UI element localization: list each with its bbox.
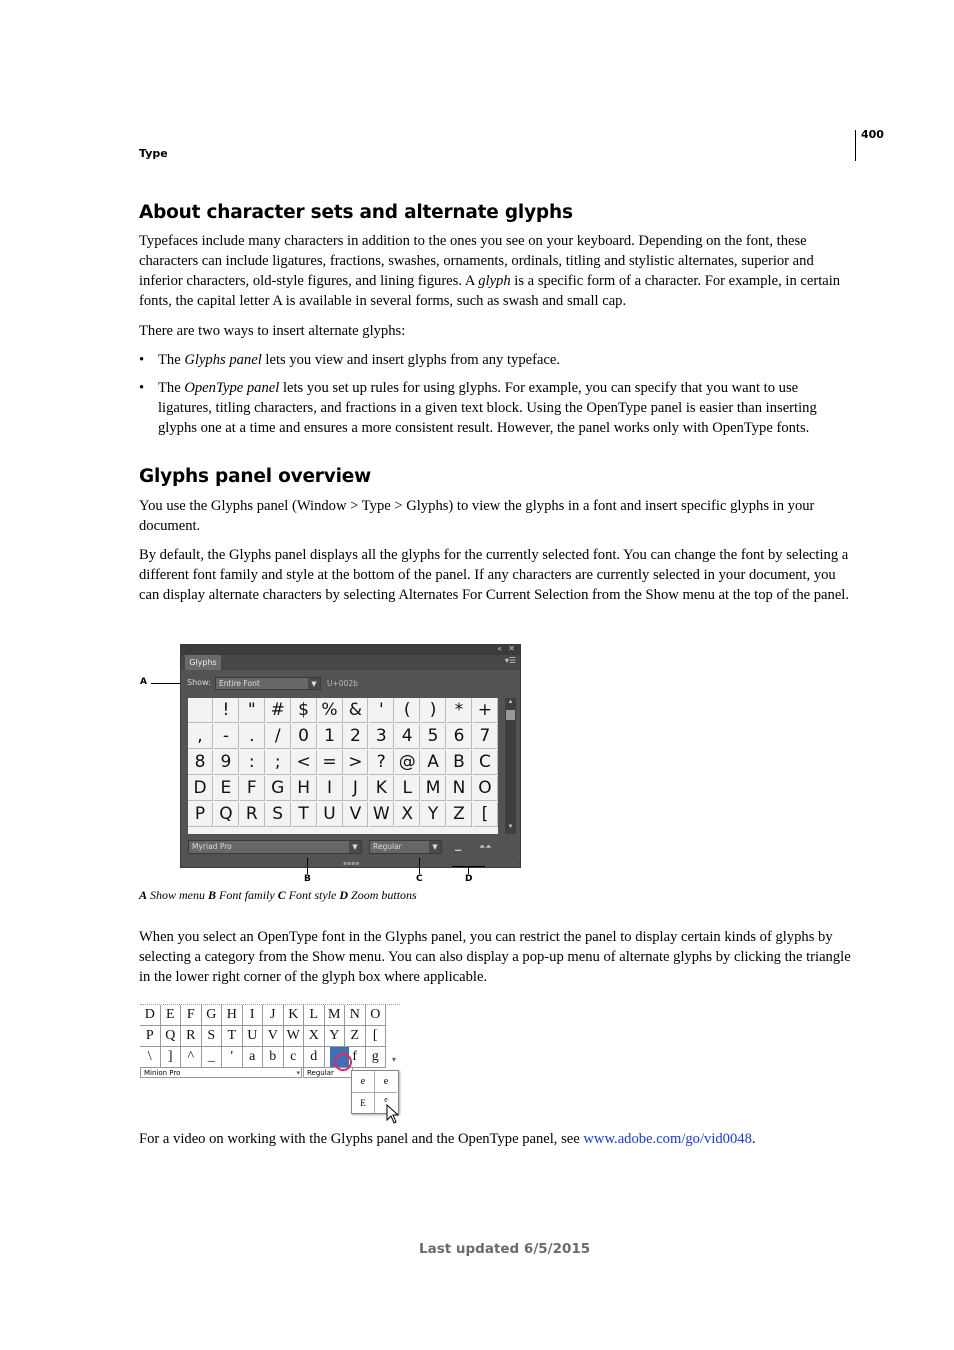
glyph-cell[interactable]: =	[318, 750, 343, 775]
glyph-cell[interactable]: T	[292, 802, 317, 827]
glyph-cell[interactable]: f	[345, 1047, 366, 1068]
heading-glyphs-panel-overview: Glyphs panel overview	[139, 466, 371, 487]
glyph-cell[interactable]: R	[181, 1026, 202, 1047]
font-style-select[interactable]: Regular	[303, 1067, 353, 1078]
resize-grip-icon[interactable]: ▪▪▪▪	[343, 860, 360, 867]
glyph-cell[interactable]: Y	[421, 802, 446, 827]
glyph-cell[interactable]: ^	[181, 1047, 202, 1068]
glyph-cell[interactable]: G	[266, 776, 291, 801]
glyph-cell[interactable]: X	[304, 1026, 325, 1047]
paragraph-video-link: For a video on working with the Glyphs panel and the OpenType panel, see www.adobe.com/go/vid0048.	[139, 1131, 756, 1147]
glyph-cell[interactable]: "	[240, 698, 265, 723]
scroll-thumb[interactable]	[506, 710, 515, 720]
glyph-cell[interactable]: *	[447, 698, 472, 723]
glyph-cell[interactable]: 3	[369, 724, 394, 749]
glyph-cell[interactable]: %	[318, 698, 343, 723]
show-value: Entire Font	[219, 679, 260, 688]
glyph-cell[interactable]: /	[266, 724, 291, 749]
glyph-cell[interactable]: b	[263, 1047, 284, 1068]
page-number: 400	[861, 128, 884, 141]
glyph-cell[interactable]: -	[214, 724, 239, 749]
glyph-cell[interactable]: (	[395, 698, 420, 723]
glyph-cell[interactable]: @	[395, 750, 420, 775]
glyph-cell[interactable]: #	[266, 698, 291, 723]
glyph-cell[interactable]: <	[292, 750, 317, 775]
callout-d: D	[465, 874, 473, 884]
glyph-cell[interactable]: [	[366, 1026, 387, 1047]
glyph-cell[interactable]: I	[318, 776, 343, 801]
glyph-cell[interactable]: g	[366, 1047, 387, 1068]
glyph-cell[interactable]: M	[421, 776, 446, 801]
glyph-cell[interactable]: U	[243, 1026, 264, 1047]
glyph-cell[interactable]: '	[369, 698, 394, 723]
header-divider	[855, 130, 856, 161]
callout-c-line	[419, 858, 420, 874]
callout-b-line	[307, 858, 308, 874]
bullet-opentype-panel: The OpenType panel lets you set up rules for using glyphs. For example, you can specify that you want to use ligatures, titling characters, and fractions in a given text block. Using the OpenType panel is easier than inserting glyphs one at a time and ensures a more consistent result. However, the panel works only with OpenType fonts.	[158, 380, 817, 436]
glyph-cell[interactable]: a	[243, 1047, 264, 1068]
glyph-cell[interactable]: V	[343, 802, 368, 827]
alternate-glyph[interactable]: e	[352, 1071, 375, 1093]
glyph-cell[interactable]: ;	[266, 750, 291, 775]
callout-a: A	[140, 677, 147, 687]
glyph-cell[interactable]: F	[181, 1005, 202, 1026]
glyph-cell[interactable]: 9	[214, 750, 239, 775]
font-family-select[interactable]	[140, 1067, 302, 1078]
heading-character-sets: About character sets and alternate glyphs	[139, 202, 573, 223]
glyph-cell[interactable]	[188, 698, 213, 723]
glyph-cell[interactable]: \	[140, 1047, 161, 1068]
figure-caption: A Show menu B Font family C Font style D Zoom buttons	[139, 888, 417, 902]
paragraph-default-display: By default, the Glyphs panel displays all the glyphs for the currently selected font. You can change the font by selecting a different font family and style at the bottom of the panel. If any characters are currently selected in your document, you can display alternate characters by selecting Alternates For Current Selection from the Show menu at the top of the panel.	[139, 547, 849, 603]
glyph-cell[interactable]: U	[318, 802, 343, 827]
paragraph-opentype-restrict: When you select an OpenType font in the Glyphs panel, you can restrict the panel to display certain kinds of glyphs by selecting a category from the Show menu. You can also display a pop-up menu of alternate glyphs by clicking the triangle in the lower right corner of the glyph box where applicable.	[139, 929, 851, 985]
show-label: Show:	[187, 678, 211, 687]
glyph-cell[interactable]: ?	[369, 750, 394, 775]
glyph-cell[interactable]: 7	[473, 724, 498, 749]
corner-grip-icon[interactable]: ⋰	[512, 858, 518, 865]
glyph-cell[interactable]: Y	[325, 1026, 346, 1047]
tab-glyphs[interactable]: Glyphs	[185, 655, 221, 670]
glyph-cell[interactable]: A	[421, 750, 446, 775]
glyph-cell[interactable]: Q	[214, 802, 239, 827]
glyph-cell[interactable]: P	[140, 1026, 161, 1047]
glyph-cell[interactable]: M	[325, 1005, 346, 1026]
font-family-value: Minion Pro	[144, 1069, 181, 1077]
glyph-cell[interactable]: S	[202, 1026, 223, 1047]
paragraph-two-ways: There are two ways to insert alternate glyphs:	[139, 323, 406, 339]
glyph-cell[interactable]: T	[222, 1026, 243, 1047]
mouse-cursor-icon	[386, 1104, 400, 1126]
zoom-out-icon[interactable]: ▁	[455, 842, 462, 851]
glyph-cell[interactable]: N	[345, 1005, 366, 1026]
callout-b: B	[304, 874, 311, 884]
glyph-cell[interactable]: L	[304, 1005, 325, 1026]
glyph-cell[interactable]: 4	[395, 724, 420, 749]
bullet-glyphs-panel: The Glyphs panel lets you view and insert glyphs from any typeface.	[158, 352, 561, 368]
glyph-cell[interactable]: !	[214, 698, 239, 723]
chevron-down-icon: ▾	[392, 1055, 397, 1064]
glyphs-panel	[180, 644, 521, 868]
glyph-cell[interactable]: :	[240, 750, 265, 775]
chevron-down-icon: ▼	[429, 841, 441, 853]
glyph-cell[interactable]: d	[304, 1047, 325, 1068]
glyph-cell[interactable]: I	[243, 1005, 264, 1026]
zoom-in-icon[interactable]: ⏶⏶	[479, 842, 492, 851]
panel-tabbar	[181, 655, 520, 670]
glyph-cell[interactable]: [	[473, 802, 498, 827]
glyph-cell[interactable]: H	[222, 1005, 243, 1026]
close-icon[interactable]: ✕	[508, 644, 515, 653]
glyph-cell[interactable]: E	[161, 1005, 182, 1026]
glyph-cell[interactable]: .	[240, 724, 265, 749]
highlight-circle	[334, 1053, 352, 1071]
chevron-down-icon: ▼	[308, 678, 320, 689]
glyph-cell[interactable]: ]	[161, 1047, 182, 1068]
glyph-cell[interactable]: >	[343, 750, 368, 775]
glyph-cell[interactable]: R	[240, 802, 265, 827]
glyph-cell[interactable]: W	[369, 802, 394, 827]
callout-c: C	[416, 874, 423, 884]
glyph-cell[interactable]: K	[369, 776, 394, 801]
glyph-cell[interactable]: X	[395, 802, 420, 827]
glyph-grid	[188, 698, 498, 834]
glyph-cell[interactable]: E	[214, 776, 239, 801]
scrollbar[interactable]	[505, 698, 516, 834]
unicode-readout: U+002b	[327, 679, 358, 688]
glyph-cell[interactable]: 0	[292, 724, 317, 749]
scroll-down-icon[interactable]: ▼	[507, 824, 514, 830]
chevron-down-icon: ▾	[296, 1069, 300, 1077]
glyph-cell[interactable]: Q	[161, 1026, 182, 1047]
glyph-cell[interactable]: O	[366, 1005, 387, 1026]
chevron-down-icon: ▼	[349, 841, 361, 853]
glyph-cell[interactable]: H	[292, 776, 317, 801]
callout-d-line	[468, 866, 469, 874]
show-select[interactable]	[215, 677, 321, 690]
glyph-cell[interactable]: 5	[421, 724, 446, 749]
glyph-cell[interactable]: Z	[447, 802, 472, 827]
glyph-cell[interactable]: 2	[343, 724, 368, 749]
last-updated: Last updated 6/5/2015	[419, 1241, 591, 1257]
panel-menu-icon[interactable]: ▾☰	[504, 656, 516, 665]
alternate-glyph[interactable]: E	[352, 1093, 375, 1113]
glyph-cell[interactable]: $	[292, 698, 317, 723]
video-link[interactable]: www.adobe.com/go/vid0048	[583, 1131, 752, 1147]
glyph-cell[interactable]: c	[284, 1047, 305, 1068]
scroll-up-icon[interactable]: ▲	[507, 699, 514, 705]
glyph-cell[interactable]: )	[421, 698, 446, 723]
font-family-select[interactable]	[188, 840, 362, 854]
glyph-cell[interactable]: J	[263, 1005, 284, 1026]
glyph-cell[interactable]: '	[222, 1047, 243, 1068]
font-style-value: Regular	[373, 842, 402, 851]
glyph-cell[interactable]: V	[263, 1026, 284, 1047]
glyph-cell[interactable]: Z	[345, 1026, 366, 1047]
glyph-cell[interactable]: W	[284, 1026, 305, 1047]
glyph-cell[interactable]: N	[447, 776, 472, 801]
glyph-cell[interactable]: K	[284, 1005, 305, 1026]
glyph-alternates-screenshot	[140, 1004, 400, 1077]
paragraph-typefaces: Typefaces include many characters in addition to the ones you see on your keyboard. Depending on the font, these characters can include ligatures, fractions, swashes, ornaments, ordinals, titling and stylistic alternates, superior and inferior characters, old-style figures, and lining figures. A glyph is a specific form of a character. For example, in certain fonts, the capital letter A is available in several forms, such as swash and small cap.	[139, 233, 841, 309]
glyph-cell[interactable]: C	[473, 750, 498, 775]
glyph-cell[interactable]: G	[202, 1005, 223, 1026]
glyph-cell[interactable]: S	[266, 802, 291, 827]
collapse-icon[interactable]: «	[497, 644, 502, 653]
alternate-glyph[interactable]: e	[375, 1071, 397, 1093]
font-style-select[interactable]	[369, 840, 442, 854]
glyph-cell[interactable]: 1	[318, 724, 343, 749]
glyph-cell[interactable]: P	[188, 802, 213, 827]
glyph-cell[interactable]: ,	[188, 724, 213, 749]
glyph-cell[interactable]: O	[473, 776, 498, 801]
font-family-value: Myriad Pro	[192, 842, 232, 851]
glyph-cell[interactable]: J	[343, 776, 368, 801]
glyph-cell[interactable]: D	[140, 1005, 161, 1026]
glyph-cell[interactable]: &	[343, 698, 368, 723]
glyph-cell[interactable]: _	[202, 1047, 223, 1068]
bullet-marker: •	[139, 352, 145, 368]
glyph-cell[interactable]: 6	[447, 724, 472, 749]
glyph-cell[interactable]: L	[395, 776, 420, 801]
glyph-grid-light	[140, 1004, 400, 1068]
paragraph-window-type-glyphs: You use the Glyphs panel (Window > Type > Glyphs) to view the glyphs in a font and insert specific glyphs in your document.	[139, 498, 815, 534]
glyph-cell[interactable]: F	[240, 776, 265, 801]
section-title: Type	[139, 147, 168, 160]
alternate-glyph[interactable]: e	[384, 1095, 388, 1104]
glyph-cell[interactable]: D	[188, 776, 213, 801]
panel-titlebar	[181, 645, 520, 655]
glyph-cell[interactable]: +	[473, 698, 498, 723]
glyph-cell[interactable]: 8	[188, 750, 213, 775]
bullet-marker: •	[139, 380, 145, 396]
glyph-cell[interactable]: B	[447, 750, 472, 775]
